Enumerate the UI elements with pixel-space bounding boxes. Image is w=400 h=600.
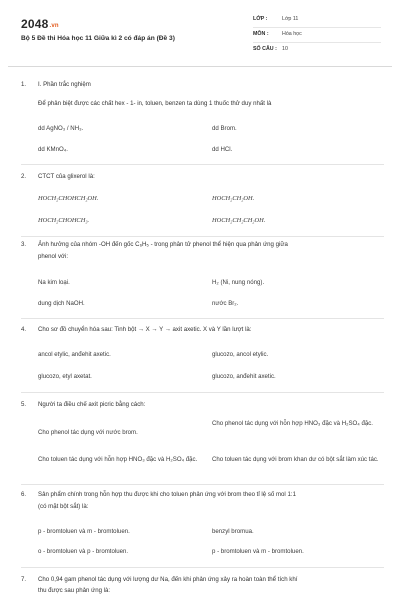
question-number: 5. (21, 401, 27, 408)
answer-option[interactable]: glucozo, ancol etylic. (212, 351, 269, 358)
site-logo[interactable] (21, 17, 59, 31)
answer-option[interactable]: HOCH₂CH₂CH₂OH. (212, 217, 266, 224)
header-divider (8, 66, 392, 67)
meta-class-label: LỚP : (253, 16, 268, 22)
question-divider (21, 484, 384, 485)
meta-subject-label: MÔN : (253, 31, 269, 37)
question-number: 3. (21, 241, 27, 248)
answer-option[interactable]: H₂ (Ni, nung nóng). (212, 279, 265, 286)
answer-option[interactable]: dung dịch NaOH. (38, 300, 85, 307)
question-line: CTCT của glixerol là: (38, 173, 95, 180)
meta-count-value: 10 (282, 46, 288, 52)
meta-class-value: Lớp 11 (282, 16, 299, 22)
document-title: Bộ 5 Đề thi Hóa học 11 Giữa kì 2 có đáp án (Đề 3) (21, 35, 175, 42)
meta-class (253, 16, 298, 22)
question-line: Cho 0,94 gam phenol tác dụng với lượng dư Na, đến khi phản ứng xảy ra hoàn toàn thể tích khí (38, 576, 298, 583)
question-line: Để phân biệt được các chất hex - 1- in, toluen, benzen ta dùng 1 thuốc thử duy nhất là (38, 99, 272, 107)
answer-option[interactable]: Cho toluen tác dụng với hỗn hợp HNO₃ đặc và H₂SO₄ đặc. (38, 456, 198, 463)
question-line: I. Phần trắc nghiệm (38, 81, 91, 88)
answer-option[interactable]: benzyl bromua. (212, 528, 254, 535)
question-divider (21, 392, 384, 393)
answer-option[interactable]: dd Brom. (212, 125, 237, 132)
meta-divider (253, 42, 381, 43)
answer-option[interactable]: dd HCl. (212, 146, 233, 153)
answer-option[interactable]: p - bromtoluen và m - bromtoluen. (212, 548, 304, 555)
question-line: Người ta điều chế axit picric bằng cách: (38, 401, 146, 408)
meta-divider (253, 27, 381, 28)
question-divider (21, 318, 384, 319)
question-line: thu được sau phản ứng là: (38, 586, 111, 594)
meta-count (253, 46, 288, 52)
logo-main: 2048 (21, 17, 49, 31)
meta-count-label: SỐ CÂU : (253, 46, 277, 52)
answer-option[interactable]: glucozo, anđehit axetic. (212, 373, 276, 380)
answer-option[interactable]: Cho phenol tác dụng với nước brom. (38, 429, 138, 436)
question-line: Ảnh hưởng của nhóm -OH đến gốc C₆H₅ - trong phân tử phenol thể hiện qua phản ứng giữa (38, 241, 288, 248)
answer-option[interactable]: HOCH₂CH₂OH. (212, 195, 255, 202)
answer-option[interactable]: HOCH₂CHOHCH₂OH. (38, 195, 99, 202)
question-line: Sản phẩm chính trong hỗn hợp thu được khi cho toluen phản ứng với brom theo tỉ lệ số mol 1:1 (38, 491, 296, 498)
answer-option[interactable]: Cho toluen tác dụng với brom khan dư có bột sắt làm xúc tác. (212, 456, 379, 463)
question-number: 7. (21, 576, 27, 583)
meta-subject-value: Hóa học (282, 31, 302, 37)
meta-subject (253, 31, 302, 37)
answer-option[interactable]: Cho phenol tác dụng với hỗn hợp HNO₃ đặc và H₂SO₄ đặc. (212, 420, 373, 427)
question-number: 2. (21, 173, 27, 180)
answer-option[interactable]: dd KMnO₄. (38, 146, 68, 153)
page-header (0, 0, 400, 64)
question-line: (có mặt bột sắt) là: (38, 502, 89, 510)
question-line: phenol với: (38, 252, 69, 260)
answer-option[interactable]: nước Br₂. (212, 300, 239, 307)
question-divider (21, 567, 384, 568)
answer-option[interactable]: dd AgNO₃ / NH₃. (38, 125, 84, 132)
answer-option[interactable]: p - bromtoluen và m - bromtoluen. (38, 528, 130, 535)
logo-suffix: .vn (49, 23, 59, 29)
answer-option[interactable]: Na kim loại. (38, 279, 70, 286)
question-line: Cho sơ đồ chuyển hóa sau: Tinh bột → X → Y → axit axetic. X và Y lần lượt là: (38, 326, 252, 333)
question-number: 1. (21, 81, 27, 88)
question-divider (21, 164, 384, 165)
answer-option[interactable]: o - bromtoluen và p - bromtoluen. (38, 548, 129, 555)
answer-option[interactable]: HOCH₂CHOHCH₃. (38, 217, 90, 224)
question-divider (21, 236, 384, 237)
question-number: 4. (21, 326, 27, 333)
answer-option[interactable]: glucozo, etyl axetat. (38, 373, 92, 380)
answer-option[interactable]: ancol etylic, anđehit axetic. (38, 351, 111, 358)
question-number: 6. (21, 491, 27, 498)
